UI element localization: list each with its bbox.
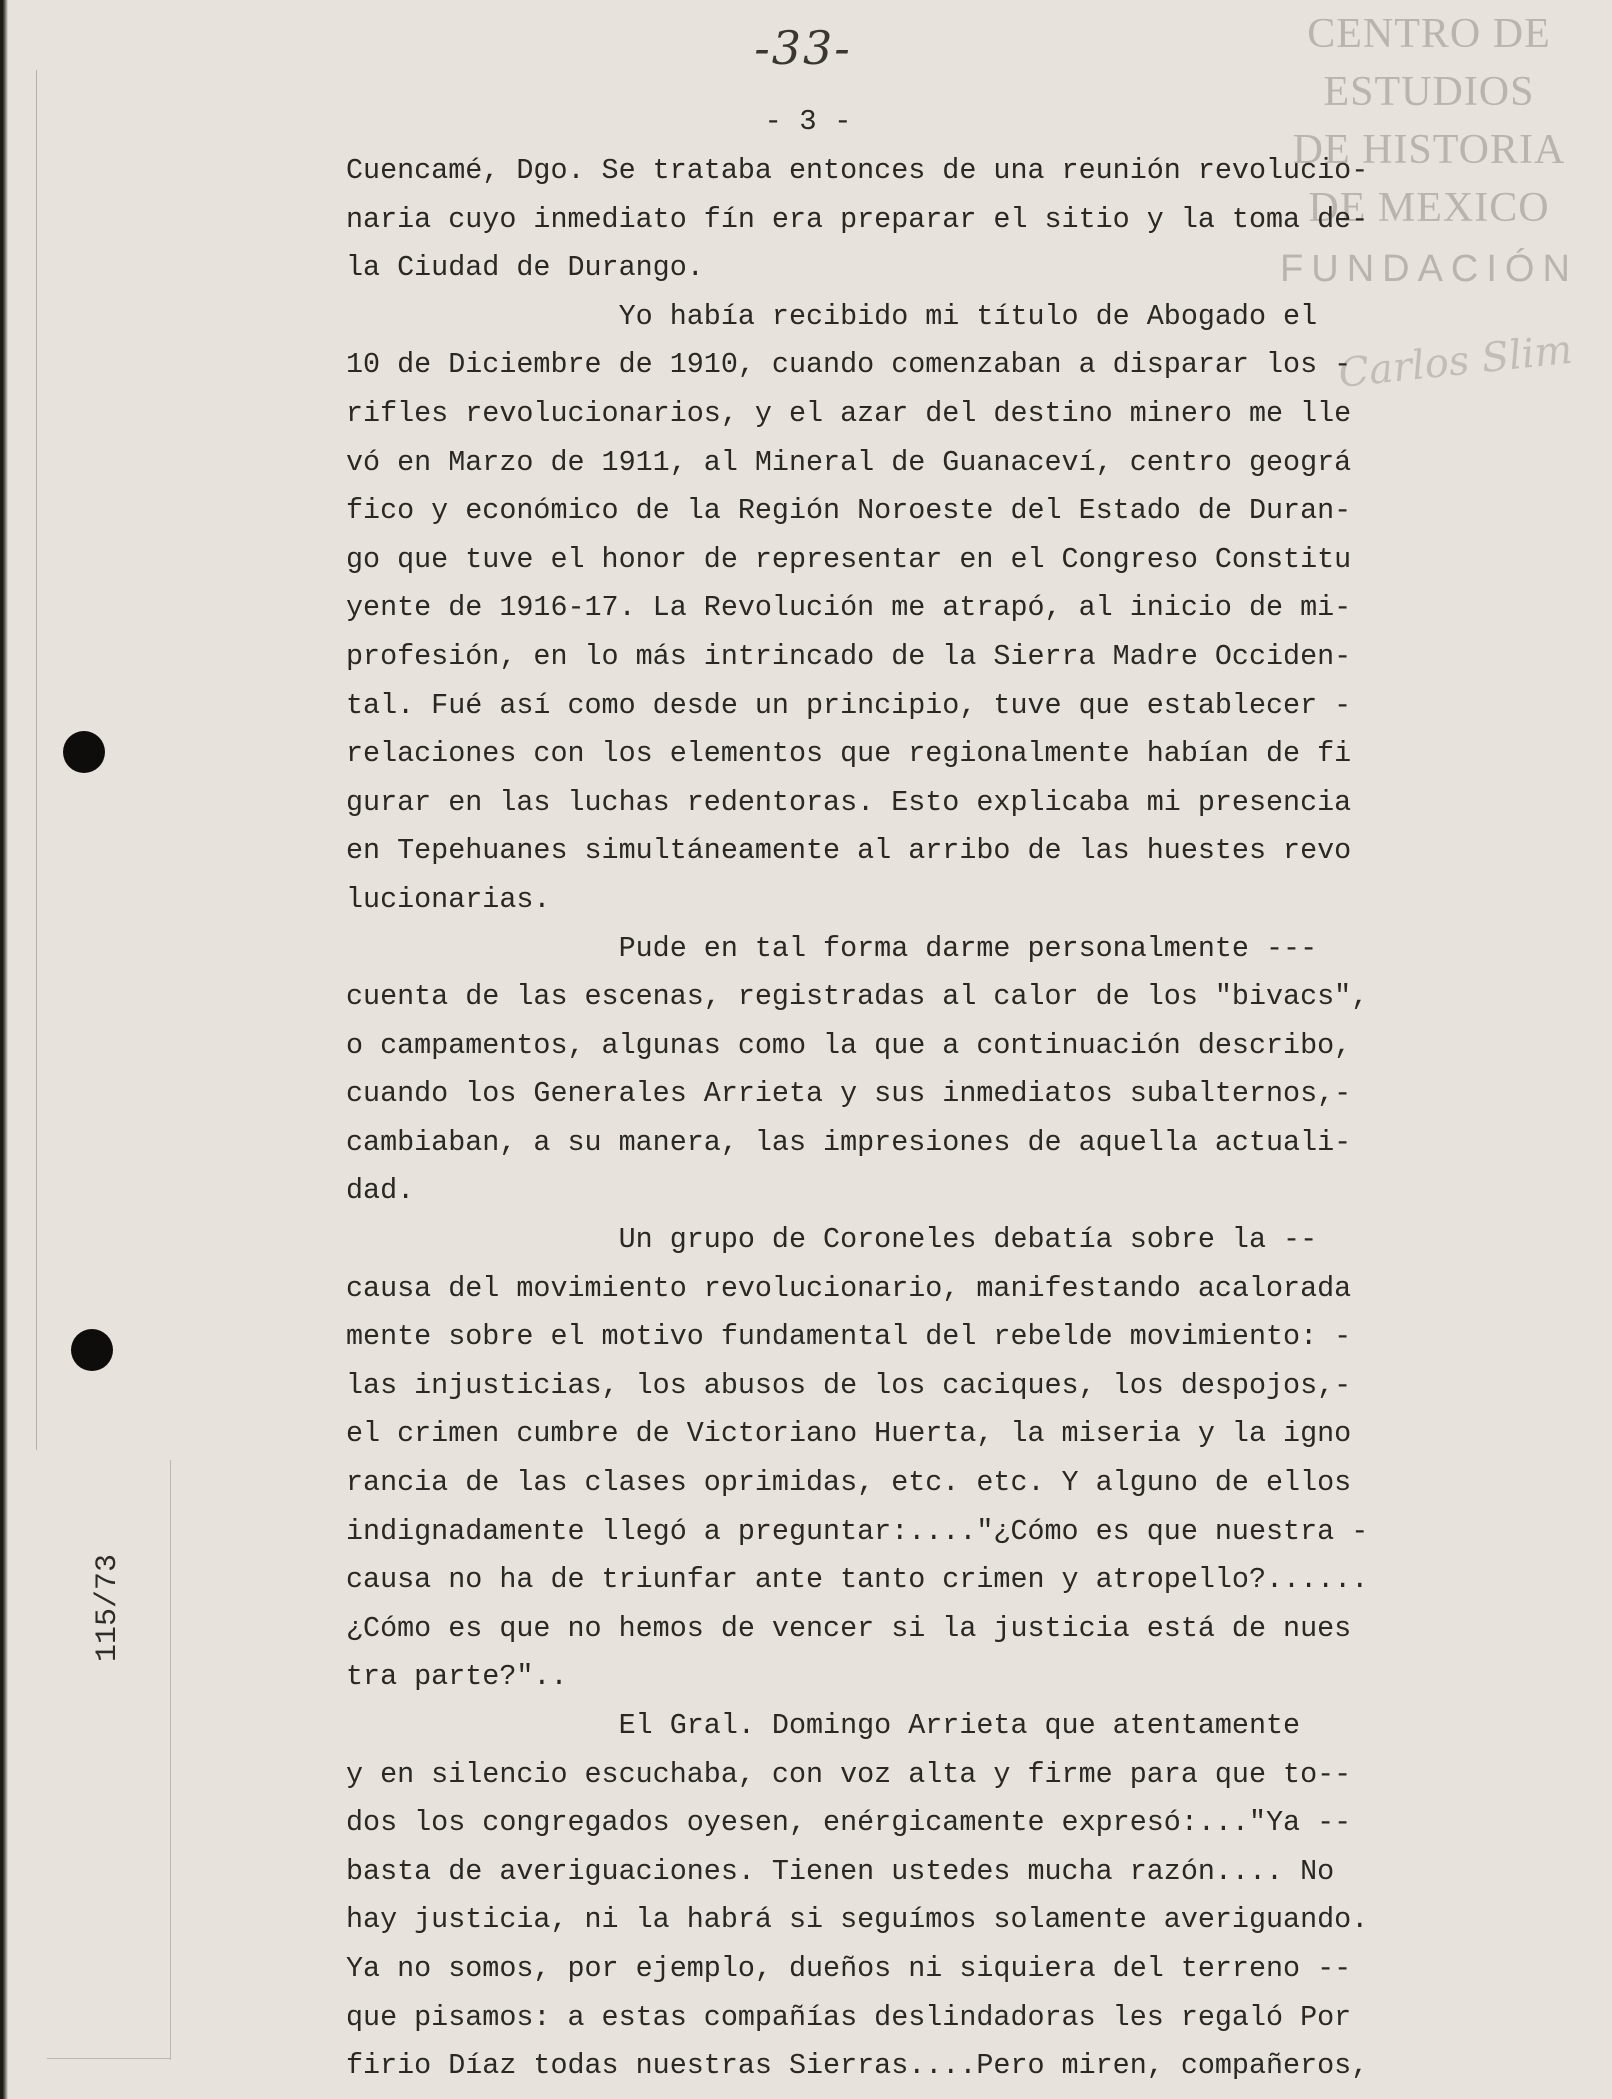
text-line: dad. <box>346 1174 415 1208</box>
margin-line-lower <box>170 1460 171 2060</box>
typed-page-number: - 3 - <box>764 105 852 138</box>
handwritten-page-number: -33- <box>754 21 852 75</box>
text-line: tra parte?".. <box>346 1660 568 1694</box>
text-line: lucionarias. <box>346 882 551 916</box>
page-edge-shadow <box>3 0 8 2099</box>
archive-id-stamp: 115/73 <box>91 1553 125 1662</box>
watermark-foundation: FUNDACIÓN <box>1280 248 1578 290</box>
text-line: El Gral. Domingo Arrieta que atentamente <box>346 1709 1301 1742</box>
text-line: yente de 1916-17. La Revolución me atrapó, al inicio de mi- <box>346 591 1352 625</box>
watermark-line: ESTUDIOS <box>1323 69 1535 115</box>
text-line: cuenta de las escenas, registradas al calor de los "bivacs", <box>346 980 1369 1014</box>
punch-hole-top <box>63 731 105 773</box>
watermark-line: DE MEXICO <box>1308 185 1550 231</box>
text-line: gurar en las luchas redentoras. Esto explicaba mi presencia <box>346 785 1352 819</box>
text-line: rancia de las clases oprimidas, etc. etc. Y alguno de ellos <box>346 1466 1352 1500</box>
text-line: las injusticias, los abusos de los caciques, los despojos,- <box>346 1368 1352 1402</box>
text-line: ¿Cómo es que no hemos de vencer si la justicia está de nues <box>346 1611 1352 1645</box>
margin-line <box>36 70 37 1450</box>
text-line: naria cuyo inmediato fín era preparar el sitio y la toma de- <box>346 202 1369 236</box>
text-line: cambiaban, a su manera, las impresiones de aquella actuali- <box>346 1125 1352 1159</box>
text-line: indignadamente llegó a preguntar:...."¿Cómo es que nuestra - <box>346 1514 1369 1548</box>
watermark-line: DE HISTORIA <box>1292 127 1566 173</box>
text-line: y en silencio escuchaba, con voz alta y firme para que to-- <box>346 1757 1352 1791</box>
text-line: 10 de Diciembre de 1910, cuando comenzaban a disparar los - <box>346 348 1352 382</box>
text-line: tal. Fué así como desde un principio, tuve que establecer - <box>346 688 1352 722</box>
text-line: hay justicia, ni la habrá si seguímos solamente averiguando. <box>346 1903 1369 1937</box>
text-line: el crimen cumbre de Victoriano Huerta, la miseria y la igno <box>346 1417 1352 1451</box>
text-line: dos los congregados oyesen, enérgicamente expresó:..."Ya -- <box>346 1806 1352 1840</box>
text-line: firio Díaz todas nuestras Sierras....Pero miren, compañeros, <box>346 2049 1369 2083</box>
text-line: fico y económico de la Región Noroeste del Estado de Duran- <box>346 494 1352 528</box>
text-line: basta de averiguaciones. Tienen ustedes mucha razón.... No <box>346 1854 1335 1888</box>
text-line: en Tepehuanes simultáneamente al arribo de las huestes revo <box>346 834 1352 868</box>
text-line: vó en Marzo de 1911, al Mineral de Guanaceví, centro geográ <box>346 445 1352 479</box>
text-line: mente sobre el motivo fundamental del rebelde movimiento: - <box>346 1320 1352 1354</box>
margin-line-bottom <box>47 2058 171 2059</box>
text-line: Un grupo de Coroneles debatía sobre la -- <box>346 1223 1318 1257</box>
text-line: relaciones con los elementos que regionalmente habían de fi <box>346 737 1352 771</box>
text-line: profesión, en lo más intrincado de la Sierra Madre Occiden- <box>346 639 1352 673</box>
text-line: cuando los Generales Arrieta y sus inmediatos subalternos,- <box>346 1077 1352 1111</box>
text-line: causa no ha de triunfar ante tanto crimen y atropello?...... <box>346 1563 1369 1597</box>
text-line: que pisamos: a estas compañías deslindadoras les regaló Por <box>346 2000 1352 2034</box>
document-page <box>3 0 1612 2099</box>
text-line: causa del movimiento revolucionario, manifestando acalorada <box>346 1271 1352 1305</box>
text-line: Yo había recibido mi título de Abogado el <box>346 299 1318 333</box>
text-line: rifles revolucionarios, y el azar del destino minero me lle <box>346 396 1352 430</box>
text-line: Pude en tal forma darme personalmente --- <box>346 931 1318 965</box>
text-line: go que tuve el honor de representar en el Congreso Constitu <box>346 542 1352 576</box>
text-line: Ya no somos, por ejemplo, dueños ni siquiera del terreno -- <box>346 1951 1352 1985</box>
typed-body-text <box>346 147 1546 2091</box>
watermark-line: CENTRO DE <box>1307 11 1551 57</box>
text-line: o campamentos, algunas como la que a continuación describo, <box>346 1028 1352 1062</box>
text-line: Cuencamé, Dgo. Se trataba entonces de una reunión revolucio- <box>346 154 1369 187</box>
punch-hole-bottom <box>71 1329 113 1371</box>
watermark-signature: Carlos Slim <box>1336 326 1575 397</box>
text-line: la Ciudad de Durango. <box>346 251 704 285</box>
